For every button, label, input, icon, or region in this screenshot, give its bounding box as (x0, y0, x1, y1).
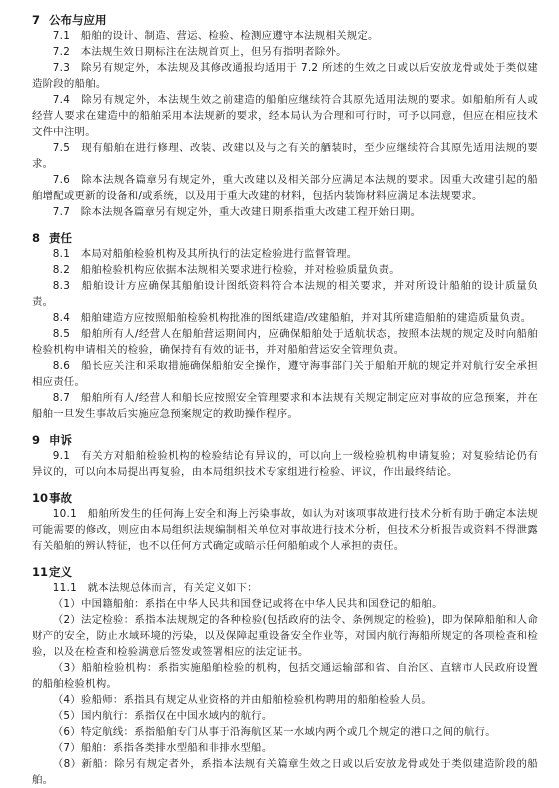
paragraph: 8.6 船长应关注和采取措施确保船舶安全操作，遵守海事部门关于船舶开航的规定并对航行安全承担相应责任。 (32, 360, 538, 388)
paragraph: 7.3 除另有规定外，本法规及其修改通报均适用于 7.2 所述的生效之日或以后安放龙骨或处于类似建造阶段的船舶。 (32, 62, 538, 90)
definition-item: （6）特定航线：系指船舶专门从事于沿海航区某一水域内两个或几个规定的港口之间的航行。 (52, 726, 496, 738)
section-9 (32, 432, 538, 480)
paragraph: 8.1 本局对船舶检验机构及其所执行的法定检验进行监督管理。 (52, 248, 358, 260)
section-number: 11 (32, 565, 49, 579)
definition-item: （4）验船师：系指具有规定从业资格的并由船舶检验机构聘用的船舶检验人员。 (52, 694, 433, 706)
paragraph: 8.4 船舶建造方应按照船舶检验机构批准的图纸建造/改建船舶，并对其所建造船舶的建造质量负责。 (52, 312, 532, 324)
definition-item: （2）法定检验：系指本法规规定的各种检验(包括政府的法令、条例规定的检验)，即为保障船舶和人命财产的安全，防止水域环境的污染，以及保障起重设备安全作业等，对国内航行海船所规定的各项检查和检验，以及在检查和检验满意后签发或签署相应的法定证书。 (32, 614, 538, 658)
paragraph: 7.2 本法规生效日期标注在法规首页上，但另有指明者除外。 (52, 46, 347, 58)
section-title: 公布与应用 (49, 13, 107, 27)
paragraph: 7.6 除本法规各篇章另有规定外，重大改建以及相关部分应满足本法规的要求。因重大改建引起的船舶增配或更新的设备和/或系统，以及用于重大改建的材料，包括内装饰材料应满足本法规要求。 (32, 174, 538, 202)
paragraph: 7.1 船舶的设计、制造、营运、检验、检测应遵守本法规相关规定。 (52, 30, 379, 42)
definition-item: （1）中国籍船舶：系指在中华人民共和国登记或将在中华人民共和国登记的船舶。 (52, 598, 443, 610)
section-number: 8 (32, 231, 41, 245)
section-title: 事故 (49, 491, 72, 505)
document-page (32, 12, 538, 788)
section-8 (32, 230, 538, 422)
section-heading (32, 12, 538, 28)
paragraph: 8.2 船舶检验机构应依据本法规相关要求进行检验，并对检验质量负责。 (52, 264, 400, 276)
section-number: 10 (32, 491, 49, 505)
paragraph: 7.4 除另有规定外，本法规生效之前建造的船舶应继续符合其原先适用法规的要求。如船舶所有人或经营人要求在建造中的船舶采用本法规新的要求，经本局认为合理和可行时，可予以同意，但应在相应技术文件中注明。 (32, 94, 538, 138)
section-number: 7 (32, 13, 41, 27)
definition-item: （8）新船：除另有规定者外，系指本法规有关篇章生效之日或以后安放龙骨或处于类似建造阶段的船舶。 (32, 758, 538, 786)
section-number: 9 (32, 433, 41, 447)
paragraph: 7.7 除本法规各篇章另有规定外，重大改建日期系指重大改建工程开始日期。 (52, 206, 422, 218)
paragraph: 8.7 船舶所有人/经营人和船长应按照安全管理要求和本法规有关规定制定应对事故的应急预案，并在船舶一旦发生事故后实施应急预案规定的救助操作程序。 (32, 392, 538, 420)
section-title: 责任 (49, 231, 72, 245)
definition-item: （3）船舶检验机构：系指实施船舶检验的机构，包括交通运输部和省、自治区、直辖市人民政府设置的船舶检验机构。 (32, 662, 538, 690)
section-11 (32, 564, 538, 788)
definition-item: （5）国内航行：系指仅在中国水域内的航行。 (52, 710, 273, 722)
paragraph: 8.5 船舶所有人/经营人在船舶营运期间内，应确保船舶处于适航状态，按照本法规的规定及时向船舶检验机构申请相关的检验，确保持有有效的证书，并对船舶营运安全管理负责。 (32, 328, 538, 356)
section-heading (32, 490, 538, 506)
paragraph: 7.5 现有船舶在进行修理、改装、改建以及与之有关的舾装时，至少应继续符合其原先适用法规的要求。 (32, 142, 538, 170)
paragraph: 10.1 船舶所发生的任何海上安全和海上污染事故，如认为对该项事故进行技术分析有助于确定本法规可能需要的修改，则应由本局组织法规编制相关单位对事故进行技术分析，但技术分析报告或资料不得泄露有关船舶的辨认特征，也不以任何方式确定或暗示任何船舶或个人承担的责任。 (32, 508, 538, 552)
section-7 (32, 12, 538, 220)
section-title: 定义 (49, 565, 72, 579)
definition-item: （7）船舶：系指各类排水型船和非排水型船。 (52, 742, 273, 754)
section-heading (32, 432, 538, 448)
section-heading (32, 564, 538, 580)
section-heading (32, 230, 538, 246)
section-10 (32, 490, 538, 554)
section-title: 申诉 (49, 433, 72, 447)
paragraph: 9.1 有关方对船舶检验机构的检验结论有异议的，可以向上一级检验机构申请复验；对复验结论仍有异议的，可以向本局提出再复验，由本局组织技术专家组进行检验、评议，作出最终结论。 (32, 450, 538, 478)
paragraph: 11.1 就本法规总体而言，有关定义如下： (52, 582, 258, 594)
paragraph: 8.3 船舶设计方应确保其船舶设计图纸资料符合本法规的相关要求，并对所设计船舶的设计质量负责。 (32, 280, 538, 308)
